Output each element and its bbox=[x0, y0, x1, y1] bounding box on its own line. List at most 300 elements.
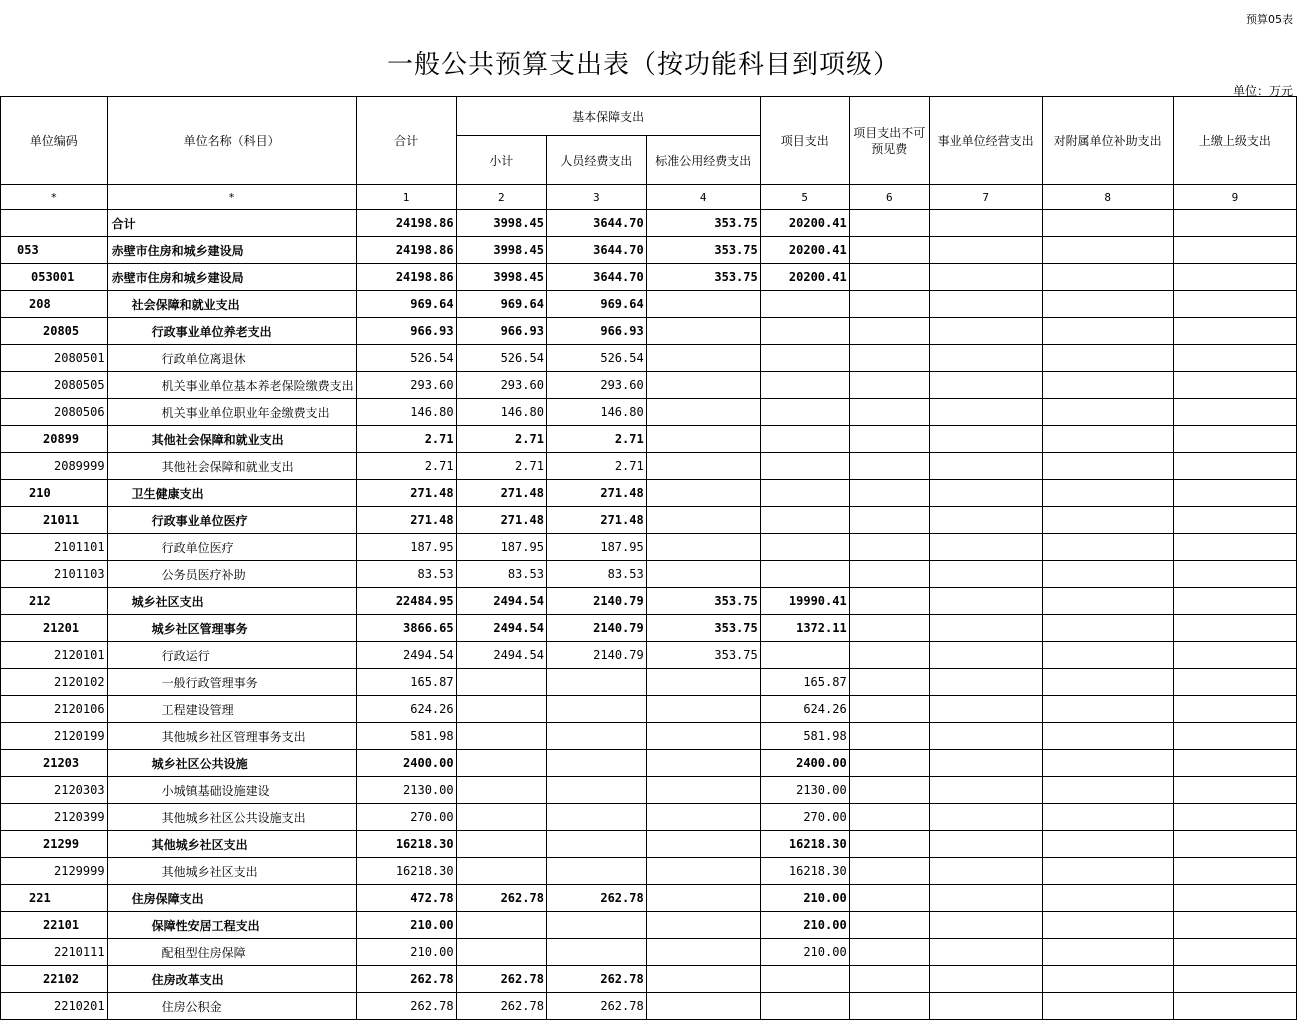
operation-cell bbox=[929, 642, 1042, 669]
public-cell: 353.75 bbox=[646, 237, 760, 264]
public-cell bbox=[646, 372, 760, 399]
public-cell bbox=[646, 912, 760, 939]
header-subtotal: 小计 bbox=[456, 136, 546, 185]
table-row bbox=[1, 750, 1297, 777]
subtotal-cell bbox=[456, 804, 546, 831]
personnel-cell: 187.95 bbox=[546, 534, 646, 561]
name-cell: 其他城乡社区支出 bbox=[107, 858, 356, 885]
subtotal-cell bbox=[456, 696, 546, 723]
code-cell: 2089999 bbox=[1, 453, 108, 480]
operation-cell bbox=[929, 507, 1042, 534]
page-title: 一般公共预算支出表（按功能科目到项级） bbox=[386, 50, 900, 80]
unforeseen-cell bbox=[849, 237, 929, 264]
personnel-cell bbox=[546, 858, 646, 885]
total-cell: 969.64 bbox=[356, 291, 456, 318]
personnel-cell: 83.53 bbox=[546, 561, 646, 588]
upper-cell bbox=[1173, 480, 1296, 507]
public-cell bbox=[646, 750, 760, 777]
personnel-cell bbox=[546, 669, 646, 696]
upper-cell bbox=[1173, 210, 1296, 237]
subtotal-cell: 2494.54 bbox=[456, 615, 546, 642]
subsidy-cell bbox=[1042, 588, 1173, 615]
operation-cell bbox=[929, 399, 1042, 426]
project-cell: 20200.41 bbox=[760, 210, 849, 237]
unforeseen-cell bbox=[849, 399, 929, 426]
name-cell: 住房保障支出 bbox=[107, 885, 356, 912]
project-cell: 2400.00 bbox=[760, 750, 849, 777]
operation-cell bbox=[929, 966, 1042, 993]
subsidy-cell bbox=[1042, 912, 1173, 939]
upper-cell bbox=[1173, 642, 1296, 669]
total-cell: 293.60 bbox=[356, 372, 456, 399]
table-row bbox=[1, 507, 1297, 534]
upper-cell bbox=[1173, 939, 1296, 966]
subsidy-cell bbox=[1042, 993, 1173, 1020]
total-cell: 22484.95 bbox=[356, 588, 456, 615]
operation-cell bbox=[929, 453, 1042, 480]
table-row bbox=[1, 804, 1297, 831]
unforeseen-cell bbox=[849, 372, 929, 399]
index-cell: 7 bbox=[929, 185, 1042, 210]
code-cell: 2080501 bbox=[1, 345, 108, 372]
operation-cell bbox=[929, 669, 1042, 696]
upper-cell bbox=[1173, 858, 1296, 885]
operation-cell bbox=[929, 696, 1042, 723]
subtotal-cell: 526.54 bbox=[456, 345, 546, 372]
table-row bbox=[1, 453, 1297, 480]
subsidy-cell bbox=[1042, 372, 1173, 399]
subsidy-cell bbox=[1042, 426, 1173, 453]
unforeseen-cell bbox=[849, 291, 929, 318]
table-body bbox=[1, 185, 1297, 1020]
name-cell: 赤壁市住房和城乡建设局 bbox=[107, 237, 356, 264]
operation-cell bbox=[929, 561, 1042, 588]
total-cell: 83.53 bbox=[356, 561, 456, 588]
public-cell bbox=[646, 858, 760, 885]
operation-cell bbox=[929, 534, 1042, 561]
operation-cell bbox=[929, 831, 1042, 858]
subsidy-cell bbox=[1042, 696, 1173, 723]
header-operation: 事业单位经营支出 bbox=[929, 97, 1042, 185]
total-cell: 24198.86 bbox=[356, 210, 456, 237]
header-personnel: 人员经费支出 bbox=[546, 136, 646, 185]
total-cell: 271.48 bbox=[356, 480, 456, 507]
operation-cell bbox=[929, 885, 1042, 912]
name-cell: 合计 bbox=[107, 210, 356, 237]
index-cell: 8 bbox=[1042, 185, 1173, 210]
header-unit-name: 单位名称（科目） bbox=[107, 97, 356, 185]
unforeseen-cell bbox=[849, 885, 929, 912]
subsidy-cell bbox=[1042, 210, 1173, 237]
operation-cell bbox=[929, 912, 1042, 939]
project-cell: 20200.41 bbox=[760, 237, 849, 264]
subtotal-cell: 3998.45 bbox=[456, 264, 546, 291]
unforeseen-cell bbox=[849, 804, 929, 831]
operation-cell bbox=[929, 291, 1042, 318]
project-cell: 210.00 bbox=[760, 885, 849, 912]
name-cell: 保障性安居工程支出 bbox=[107, 912, 356, 939]
name-cell: 其他城乡社区管理事务支出 bbox=[107, 723, 356, 750]
code-cell: 210 bbox=[1, 480, 108, 507]
code-cell: 2120399 bbox=[1, 804, 108, 831]
name-cell: 公务员医疗补助 bbox=[107, 561, 356, 588]
table-row bbox=[1, 264, 1297, 291]
project-cell: 20200.41 bbox=[760, 264, 849, 291]
upper-cell bbox=[1173, 264, 1296, 291]
upper-cell bbox=[1173, 561, 1296, 588]
upper-cell bbox=[1173, 399, 1296, 426]
table-row bbox=[1, 318, 1297, 345]
project-cell: 165.87 bbox=[760, 669, 849, 696]
total-cell: 16218.30 bbox=[356, 858, 456, 885]
subsidy-cell bbox=[1042, 750, 1173, 777]
personnel-cell bbox=[546, 804, 646, 831]
unforeseen-cell bbox=[849, 966, 929, 993]
subtotal-cell bbox=[456, 939, 546, 966]
upper-cell bbox=[1173, 723, 1296, 750]
operation-cell bbox=[929, 939, 1042, 966]
public-cell bbox=[646, 777, 760, 804]
index-cell: 3 bbox=[546, 185, 646, 210]
personnel-cell bbox=[546, 912, 646, 939]
upper-cell bbox=[1173, 237, 1296, 264]
personnel-cell bbox=[546, 696, 646, 723]
table-row bbox=[1, 696, 1297, 723]
upper-cell bbox=[1173, 588, 1296, 615]
upper-cell bbox=[1173, 912, 1296, 939]
subsidy-cell bbox=[1042, 669, 1173, 696]
total-cell: 187.95 bbox=[356, 534, 456, 561]
name-cell: 住房公积金 bbox=[107, 993, 356, 1020]
unforeseen-cell bbox=[849, 858, 929, 885]
name-cell: 其他城乡社区公共设施支出 bbox=[107, 804, 356, 831]
subsidy-cell bbox=[1042, 507, 1173, 534]
table-row bbox=[1, 291, 1297, 318]
total-cell: 24198.86 bbox=[356, 264, 456, 291]
name-cell: 其他城乡社区支出 bbox=[107, 831, 356, 858]
operation-cell bbox=[929, 318, 1042, 345]
project-cell bbox=[760, 480, 849, 507]
public-cell: 353.75 bbox=[646, 264, 760, 291]
public-cell: 353.75 bbox=[646, 588, 760, 615]
total-cell: 2130.00 bbox=[356, 777, 456, 804]
subtotal-cell: 262.78 bbox=[456, 966, 546, 993]
name-cell: 其他社会保障和就业支出 bbox=[107, 426, 356, 453]
public-cell bbox=[646, 939, 760, 966]
unit-label: 单位：万元 bbox=[1232, 84, 1293, 98]
personnel-cell: 2.71 bbox=[546, 426, 646, 453]
table-row bbox=[1, 993, 1297, 1020]
unforeseen-cell bbox=[849, 561, 929, 588]
subsidy-cell bbox=[1042, 777, 1173, 804]
unforeseen-cell bbox=[849, 831, 929, 858]
code-cell: 2080506 bbox=[1, 399, 108, 426]
subsidy-cell bbox=[1042, 858, 1173, 885]
name-cell: 一般行政管理事务 bbox=[107, 669, 356, 696]
total-cell: 24198.86 bbox=[356, 237, 456, 264]
table-row bbox=[1, 345, 1297, 372]
public-cell: 353.75 bbox=[646, 210, 760, 237]
subsidy-cell bbox=[1042, 804, 1173, 831]
subsidy-cell bbox=[1042, 885, 1173, 912]
subsidy-cell bbox=[1042, 399, 1173, 426]
unforeseen-cell bbox=[849, 345, 929, 372]
code-cell: 221 bbox=[1, 885, 108, 912]
subsidy-cell bbox=[1042, 642, 1173, 669]
table-row bbox=[1, 237, 1297, 264]
subsidy-cell bbox=[1042, 534, 1173, 561]
table-row bbox=[1, 534, 1297, 561]
subtotal-cell: 271.48 bbox=[456, 507, 546, 534]
public-cell bbox=[646, 831, 760, 858]
name-cell: 机关事业单位基本养老保险缴费支出 bbox=[107, 372, 356, 399]
total-cell: 2.71 bbox=[356, 453, 456, 480]
table-code-label: 预算05表 bbox=[1246, 13, 1293, 26]
public-cell bbox=[646, 291, 760, 318]
operation-cell bbox=[929, 210, 1042, 237]
subsidy-cell bbox=[1042, 291, 1173, 318]
project-cell bbox=[760, 993, 849, 1020]
name-cell: 行政运行 bbox=[107, 642, 356, 669]
unforeseen-cell bbox=[849, 534, 929, 561]
name-cell: 城乡社区管理事务 bbox=[107, 615, 356, 642]
name-cell: 行政事业单位医疗 bbox=[107, 507, 356, 534]
project-cell bbox=[760, 426, 849, 453]
public-cell bbox=[646, 426, 760, 453]
upper-cell bbox=[1173, 318, 1296, 345]
unforeseen-cell bbox=[849, 939, 929, 966]
personnel-cell: 146.80 bbox=[546, 399, 646, 426]
upper-cell bbox=[1173, 696, 1296, 723]
operation-cell bbox=[929, 858, 1042, 885]
public-cell bbox=[646, 993, 760, 1020]
personnel-cell: 969.64 bbox=[546, 291, 646, 318]
subsidy-cell bbox=[1042, 831, 1173, 858]
subtotal-cell: 262.78 bbox=[456, 993, 546, 1020]
total-cell: 271.48 bbox=[356, 507, 456, 534]
subtotal-cell: 271.48 bbox=[456, 480, 546, 507]
personnel-cell: 293.60 bbox=[546, 372, 646, 399]
name-cell: 城乡社区公共设施 bbox=[107, 750, 356, 777]
subsidy-cell bbox=[1042, 453, 1173, 480]
code-cell: 21201 bbox=[1, 615, 108, 642]
public-cell bbox=[646, 453, 760, 480]
table-row bbox=[1, 723, 1297, 750]
operation-cell bbox=[929, 777, 1042, 804]
name-cell: 行政事业单位养老支出 bbox=[107, 318, 356, 345]
project-cell: 581.98 bbox=[760, 723, 849, 750]
subtotal-cell bbox=[456, 777, 546, 804]
personnel-cell: 2.71 bbox=[546, 453, 646, 480]
operation-cell bbox=[929, 372, 1042, 399]
project-cell: 2130.00 bbox=[760, 777, 849, 804]
public-cell bbox=[646, 534, 760, 561]
table-row bbox=[1, 966, 1297, 993]
code-cell: 22101 bbox=[1, 912, 108, 939]
header-project: 项目支出 bbox=[760, 97, 849, 185]
operation-cell bbox=[929, 615, 1042, 642]
project-cell bbox=[760, 318, 849, 345]
code-cell: 2101101 bbox=[1, 534, 108, 561]
index-cell: * bbox=[1, 185, 108, 210]
public-cell bbox=[646, 561, 760, 588]
code-cell: 22102 bbox=[1, 966, 108, 993]
code-cell: 2120102 bbox=[1, 669, 108, 696]
operation-cell bbox=[929, 723, 1042, 750]
table-row bbox=[1, 615, 1297, 642]
table-row bbox=[1, 912, 1297, 939]
name-cell: 行政单位离退休 bbox=[107, 345, 356, 372]
upper-cell bbox=[1173, 615, 1296, 642]
unforeseen-cell bbox=[849, 723, 929, 750]
upper-cell bbox=[1173, 291, 1296, 318]
table-row bbox=[1, 777, 1297, 804]
upper-cell bbox=[1173, 669, 1296, 696]
unforeseen-cell bbox=[849, 615, 929, 642]
operation-cell bbox=[929, 345, 1042, 372]
table-row bbox=[1, 831, 1297, 858]
project-cell bbox=[760, 372, 849, 399]
subtotal-cell bbox=[456, 669, 546, 696]
project-cell: 19990.41 bbox=[760, 588, 849, 615]
table-row bbox=[1, 210, 1297, 237]
index-cell: 9 bbox=[1173, 185, 1296, 210]
upper-cell bbox=[1173, 777, 1296, 804]
total-cell: 581.98 bbox=[356, 723, 456, 750]
index-cell: 5 bbox=[760, 185, 849, 210]
public-cell bbox=[646, 723, 760, 750]
project-cell bbox=[760, 507, 849, 534]
unforeseen-cell bbox=[849, 453, 929, 480]
subsidy-cell bbox=[1042, 966, 1173, 993]
name-cell: 城乡社区支出 bbox=[107, 588, 356, 615]
subtotal-cell bbox=[456, 750, 546, 777]
code-cell: 212 bbox=[1, 588, 108, 615]
personnel-cell: 262.78 bbox=[546, 993, 646, 1020]
project-cell bbox=[760, 642, 849, 669]
code-cell: 2120199 bbox=[1, 723, 108, 750]
name-cell: 配租型住房保障 bbox=[107, 939, 356, 966]
personnel-cell: 3644.70 bbox=[546, 264, 646, 291]
header-basic: 基本保障支出 bbox=[456, 97, 760, 136]
public-cell bbox=[646, 480, 760, 507]
name-cell: 住房改革支出 bbox=[107, 966, 356, 993]
code-cell: 20805 bbox=[1, 318, 108, 345]
code-cell: 2129999 bbox=[1, 858, 108, 885]
project-cell bbox=[760, 966, 849, 993]
subtotal-cell bbox=[456, 723, 546, 750]
operation-cell bbox=[929, 750, 1042, 777]
operation-cell bbox=[929, 237, 1042, 264]
personnel-cell: 3644.70 bbox=[546, 210, 646, 237]
upper-cell bbox=[1173, 885, 1296, 912]
subtotal-cell: 293.60 bbox=[456, 372, 546, 399]
name-cell: 卫生健康支出 bbox=[107, 480, 356, 507]
table-row bbox=[1, 372, 1297, 399]
budget-table bbox=[0, 96, 1297, 1020]
subtotal-cell: 2494.54 bbox=[456, 588, 546, 615]
total-cell: 270.00 bbox=[356, 804, 456, 831]
subsidy-cell bbox=[1042, 237, 1173, 264]
subtotal-cell: 966.93 bbox=[456, 318, 546, 345]
unforeseen-cell bbox=[849, 993, 929, 1020]
operation-cell bbox=[929, 804, 1042, 831]
project-cell bbox=[760, 453, 849, 480]
public-cell bbox=[646, 804, 760, 831]
total-cell: 262.78 bbox=[356, 993, 456, 1020]
subsidy-cell bbox=[1042, 723, 1173, 750]
public-cell: 353.75 bbox=[646, 642, 760, 669]
unforeseen-cell bbox=[849, 507, 929, 534]
personnel-cell: 271.48 bbox=[546, 507, 646, 534]
subtotal-cell bbox=[456, 831, 546, 858]
table-row bbox=[1, 858, 1297, 885]
personnel-cell: 3644.70 bbox=[546, 237, 646, 264]
total-cell: 526.54 bbox=[356, 345, 456, 372]
personnel-cell: 262.78 bbox=[546, 885, 646, 912]
table-row bbox=[1, 426, 1297, 453]
header-unforeseen: 项目支出不可预见费 bbox=[849, 97, 929, 185]
subtotal-cell bbox=[456, 858, 546, 885]
name-cell: 小城镇基础设施建设 bbox=[107, 777, 356, 804]
subsidy-cell bbox=[1042, 561, 1173, 588]
project-cell bbox=[760, 561, 849, 588]
subtotal-cell: 969.64 bbox=[456, 291, 546, 318]
upper-cell bbox=[1173, 372, 1296, 399]
operation-cell bbox=[929, 993, 1042, 1020]
table-row bbox=[1, 885, 1297, 912]
code-cell: 21299 bbox=[1, 831, 108, 858]
public-cell bbox=[646, 696, 760, 723]
name-cell: 工程建设管理 bbox=[107, 696, 356, 723]
code-cell: 2210111 bbox=[1, 939, 108, 966]
upper-cell bbox=[1173, 453, 1296, 480]
code-cell bbox=[1, 210, 108, 237]
unforeseen-cell bbox=[849, 642, 929, 669]
index-cell: 2 bbox=[456, 185, 546, 210]
total-cell: 966.93 bbox=[356, 318, 456, 345]
personnel-cell bbox=[546, 723, 646, 750]
table-row bbox=[1, 588, 1297, 615]
subtotal-cell: 2.71 bbox=[456, 453, 546, 480]
public-cell bbox=[646, 399, 760, 426]
code-cell: 2210201 bbox=[1, 993, 108, 1020]
personnel-cell: 966.93 bbox=[546, 318, 646, 345]
subtotal-cell: 3998.45 bbox=[456, 210, 546, 237]
table-row bbox=[1, 561, 1297, 588]
public-cell bbox=[646, 669, 760, 696]
index-cell: * bbox=[107, 185, 356, 210]
header-subsidy: 对附属单位补助支出 bbox=[1042, 97, 1173, 185]
subsidy-cell bbox=[1042, 615, 1173, 642]
project-cell: 1372.11 bbox=[760, 615, 849, 642]
personnel-cell bbox=[546, 750, 646, 777]
personnel-cell bbox=[546, 777, 646, 804]
total-cell: 624.26 bbox=[356, 696, 456, 723]
unforeseen-cell bbox=[849, 264, 929, 291]
unforeseen-cell bbox=[849, 480, 929, 507]
index-cell: 1 bbox=[356, 185, 456, 210]
index-row bbox=[1, 185, 1297, 210]
total-cell: 3866.65 bbox=[356, 615, 456, 642]
code-cell: 21011 bbox=[1, 507, 108, 534]
personnel-cell: 2140.79 bbox=[546, 642, 646, 669]
name-cell: 赤壁市住房和城乡建设局 bbox=[107, 264, 356, 291]
index-cell: 4 bbox=[646, 185, 760, 210]
upper-cell bbox=[1173, 345, 1296, 372]
total-cell: 2494.54 bbox=[356, 642, 456, 669]
operation-cell bbox=[929, 264, 1042, 291]
